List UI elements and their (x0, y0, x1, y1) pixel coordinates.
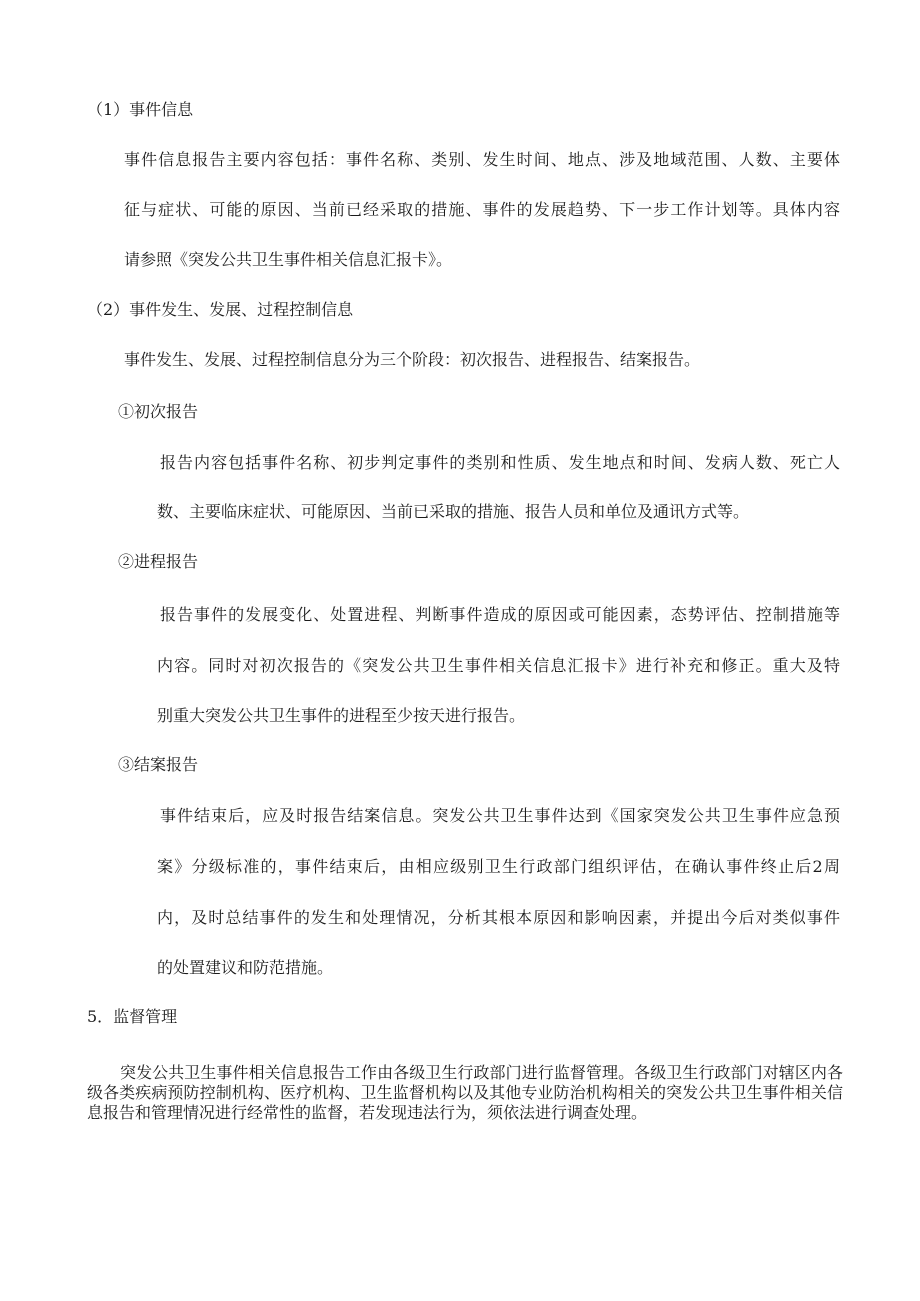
closing-report-line-3: 内，及时总结事件的发生和处理情况，分析其根本原因和影响因素，并提出今后对类似事件 (157, 908, 840, 927)
closing-report-line-1: 事件结束后，应及时报告结案信息。突发公共卫生事件达到《国家突发公共卫生事件应急预 (160, 806, 840, 825)
event-info-line-1: 事件信息报告主要内容包括：事件名称、类别、发生时间、地点、涉及地域范围、人数、主要体 (124, 150, 840, 169)
closing-report-heading: ③结案报告 (118, 755, 199, 774)
process-info-heading: （2）事件发生、发展、过程控制信息 (87, 300, 354, 319)
closing-report-line-4: 的处置建议和防范措施。 (157, 958, 334, 977)
process-info-intro: 事件发生、发展、过程控制信息分为三个阶段：初次报告、进程报告、结案报告。 (124, 350, 701, 369)
event-info-line-2: 征与症状、可能的原因、当前已经采取的措施、事件的发展趋势、下一步工作计划等。具体内容 (124, 200, 840, 219)
progress-report-line-3: 别重大突发公共卫生事件的进程至少按天进行报告。 (157, 706, 526, 725)
event-info-line-3: 请参照《突发公共卫生事件相关信息汇报卡》。 (124, 250, 453, 269)
closing-report-line-2: 案》分级标准的，事件结束后，由相应级别卫生行政部门组织评估，在确认事件终止后2周 (157, 857, 840, 876)
progress-report-line-2: 内容。同时对初次报告的《突发公共卫生事件相关信息汇报卡》进行补充和修正。重大及特 (157, 656, 840, 675)
initial-report-heading: ①初次报告 (118, 402, 199, 421)
initial-report-line-1: 报告内容包括事件名称、初步判定事件的类别和性质、发生地点和时间、发病人数、死亡人 (160, 453, 840, 472)
progress-report-heading: ②进程报告 (118, 552, 199, 571)
event-info-heading: （1）事件信息 (87, 100, 194, 119)
supervision-paragraph: 突发公共卫生事件相关信息报告工作由各级卫生行政部门进行监督管理。各级卫生行政部门对辖区内各级各类疾病预防控制机构、医疗机构、卫生监督机构以及其他专业防治机构相关的突发公共卫生事件相关信息报告和管理情况进行经常性的监督，若发现违法行为，须依法进行调查处理。 (87, 1063, 843, 1122)
progress-report-line-1: 报告事件的发展变化、处置进程、判断事件造成的原因或可能因素，态势评估、控制措施等 (160, 605, 840, 624)
initial-report-line-2: 数、主要临床症状、可能原因、当前已采取的措施、报告人员和单位及通讯方式等。 (157, 502, 750, 521)
supervision-heading: 5．监督管理 (87, 1007, 178, 1026)
